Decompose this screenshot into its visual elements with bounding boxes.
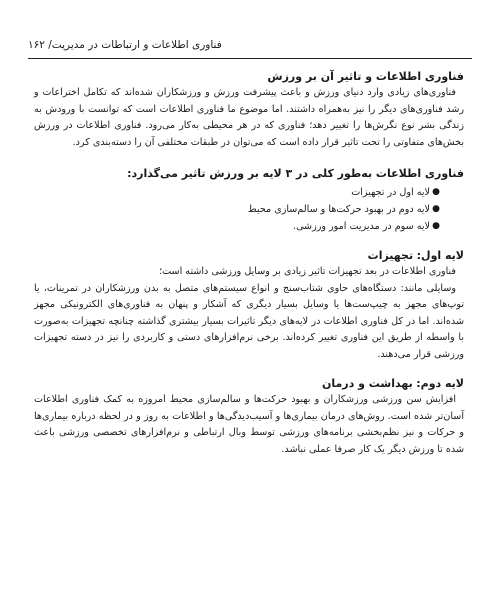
header-rule [28,58,472,59]
paragraph-layer1-b: وسایلی مانند: دستگاه‌های حاوی شتاب‌سنج و انواع سیستم‌های متصل به بدن ورزشکاران در تمرینات، یا توپ‌های مجهز به چیپ‌ست‌ها یا وسایل بسیار دیگری که آشکار و پنهان به فناوری‌های الکترونیکی مجهز شده‌اند. اما در کل فناوری اطلاعات در لایه‌های دیگر تاثیرات بسیار بیشتری گذاشته چنانچه تجهیزات به‌صورت با واسطه از طریق این فناوری تغییر کرده‌اند. برخی نرم‌افزارهای دستی و کاربردی را نیز در دسته تجهیزات ورزشی قرار می‌دهند. [34,282,464,360]
layer2-title: بهداشت و درمان [321,377,413,390]
layer2-label: لایه دوم: [416,377,464,390]
section-title-it-and-sport: فناوری اطلاعات و تاثیر آن بر ورزش [267,70,464,83]
page-body [34,64,464,458]
section-title-three-layers: فناوری اطلاعات به‌طور کلی در ۳ لایه بر ورزش تاثیر می‌گذارد: [127,167,464,180]
paragraph-layer2: افزایش سن ورزشی ورزشکاران و بهبود حرکت‌ها و سالم‌سازی محیط امروزه به کمک فناوری اطلاعات آسان‌تر شده است. روش‌های درمان بیماری‌ها و آسیب‌دیدگی‌ها و اطلاعات به روز و در لحظه درباره بیماری‌ها و حرکات و نیز نظم‌بخشی برنامه‌های ورزشی توسط وبال ارتباطی و نرم‌افزارهای تخصصی ورزشی باعث شده تا ورزش دیگر یک کار صرفا عملی نباشد. [34,394,464,455]
layer1-label: لایه اول: [416,249,464,262]
layers-list [34,184,464,235]
paragraph-layer1-a: فناوری اطلاعات در بعد تجهیزات تاثیر زیادی بر وسایل ورزشی داشته است؛ [159,266,456,277]
paragraph-intro: فناوری‌های زیادی وارد دنیای ورزش و باعث پیشرفت ورزش و ورزشکاران شده‌اند که تکامل اختراعات و رشد فناوری‌های دیگر را نیز به‌همراه داشتند. اما موضوع ما فناوری اطلاعات است که توانست با ورودش به زندگی بشر نوع نگرش‌ها را تغییر دهد؛ فناوری که در هر محیطی به‌کار می‌رود. فناوری اطلاعات در ورزش بخش‌های متفاوتی را تحت تاثیر قرار داده است که می‌توان در طبقات مختلفی آن را دسته‌بندی کرد. [34,87,464,148]
layer1-heading [34,247,464,264]
list-item: ● لایه اول در تجهیزات [34,184,440,201]
bullet-icon: ● [432,204,440,214]
layer2-heading [34,375,464,392]
bullet-icon: ● [432,221,440,231]
layer1-title: تجهیزات [367,249,414,262]
bullet-icon: ● [432,187,440,197]
list-item: ● لایه سوم در مدیریت امور ورزشی. [34,218,440,235]
list-item: ● لایه دوم در بهبود حرکت‌ها و سالم‌سازی محیط [34,201,440,218]
running-header: فناوری اطلاعات و ارتباطات در مدیریت/ ۱۶۲ [28,39,222,51]
